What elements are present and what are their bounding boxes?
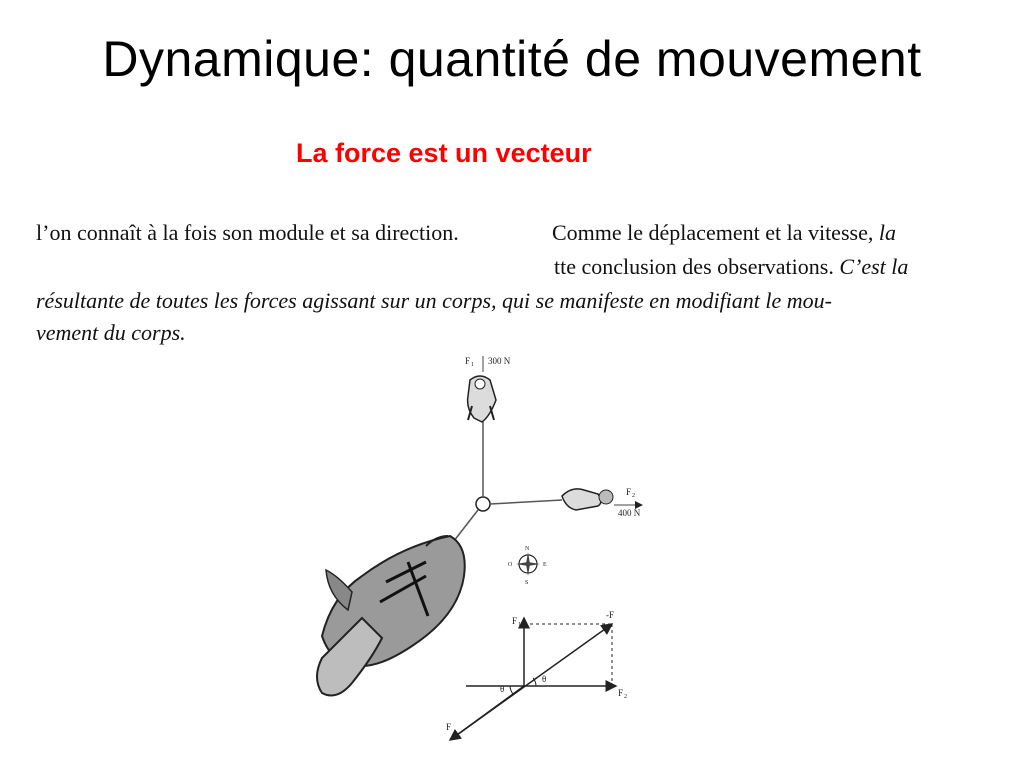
svg-text:θ: θ [542, 674, 547, 684]
excerpt-line-2 [554, 254, 908, 280]
svg-text:θ: θ [500, 684, 505, 694]
svg-text:F: F [446, 722, 452, 732]
force-figure-svg [300, 350, 660, 750]
person-pulling-east-icon [562, 489, 613, 510]
slide-title: Dynamique: quantité de mouvement [102, 31, 922, 87]
svg-text:N: N [525, 546, 530, 552]
ring-icon [476, 497, 490, 511]
compass-rose-icon [508, 546, 547, 586]
svg-text:F: F [618, 688, 624, 698]
excerpt-line-1b [552, 220, 896, 246]
person-pulling-north-icon [468, 376, 496, 422]
rope-east [490, 500, 562, 504]
svg-text:1: 1 [518, 622, 521, 628]
force-figure [300, 350, 660, 755]
f1-label [465, 356, 511, 372]
slide-subtitle: La force est un vecteur [296, 138, 592, 168]
excerpt-line-2-text: tte conclusion des observations. [554, 254, 834, 279]
svg-text:1: 1 [471, 362, 474, 368]
textbook-excerpt [36, 212, 994, 352]
vector-labels [446, 610, 627, 732]
f2-label [614, 487, 642, 518]
svg-text:F: F [465, 356, 471, 366]
svg-text:O: O [508, 562, 513, 568]
excerpt-line-1b-text: Comme le déplacement et la vitesse, [552, 220, 874, 245]
svg-text:2: 2 [632, 493, 635, 499]
svg-text:2: 2 [624, 694, 627, 700]
excerpt-line-3: résultante de toutes les forces agissant sur un corps, qui se manifeste en modifiant le mou- [36, 288, 832, 313]
svg-text:400 N: 400 N [618, 508, 641, 518]
svg-text:F: F [512, 616, 518, 626]
excerpt-line-1b-italic: la [878, 220, 896, 245]
donkey-icon [317, 536, 465, 695]
excerpt-line-4: vement du corps. [36, 320, 186, 345]
svg-text:S: S [525, 580, 529, 586]
excerpt-line-1a: l’on connaît à la fois son module et sa direction. [36, 220, 459, 245]
svg-text:E: E [543, 562, 547, 568]
svg-text:300 N: 300 N [488, 356, 511, 366]
svg-text:-F: -F [606, 610, 615, 620]
vector-diagram [450, 618, 616, 740]
svg-text:F: F [626, 487, 632, 497]
excerpt-line-2-italic: C’est la [839, 254, 909, 279]
